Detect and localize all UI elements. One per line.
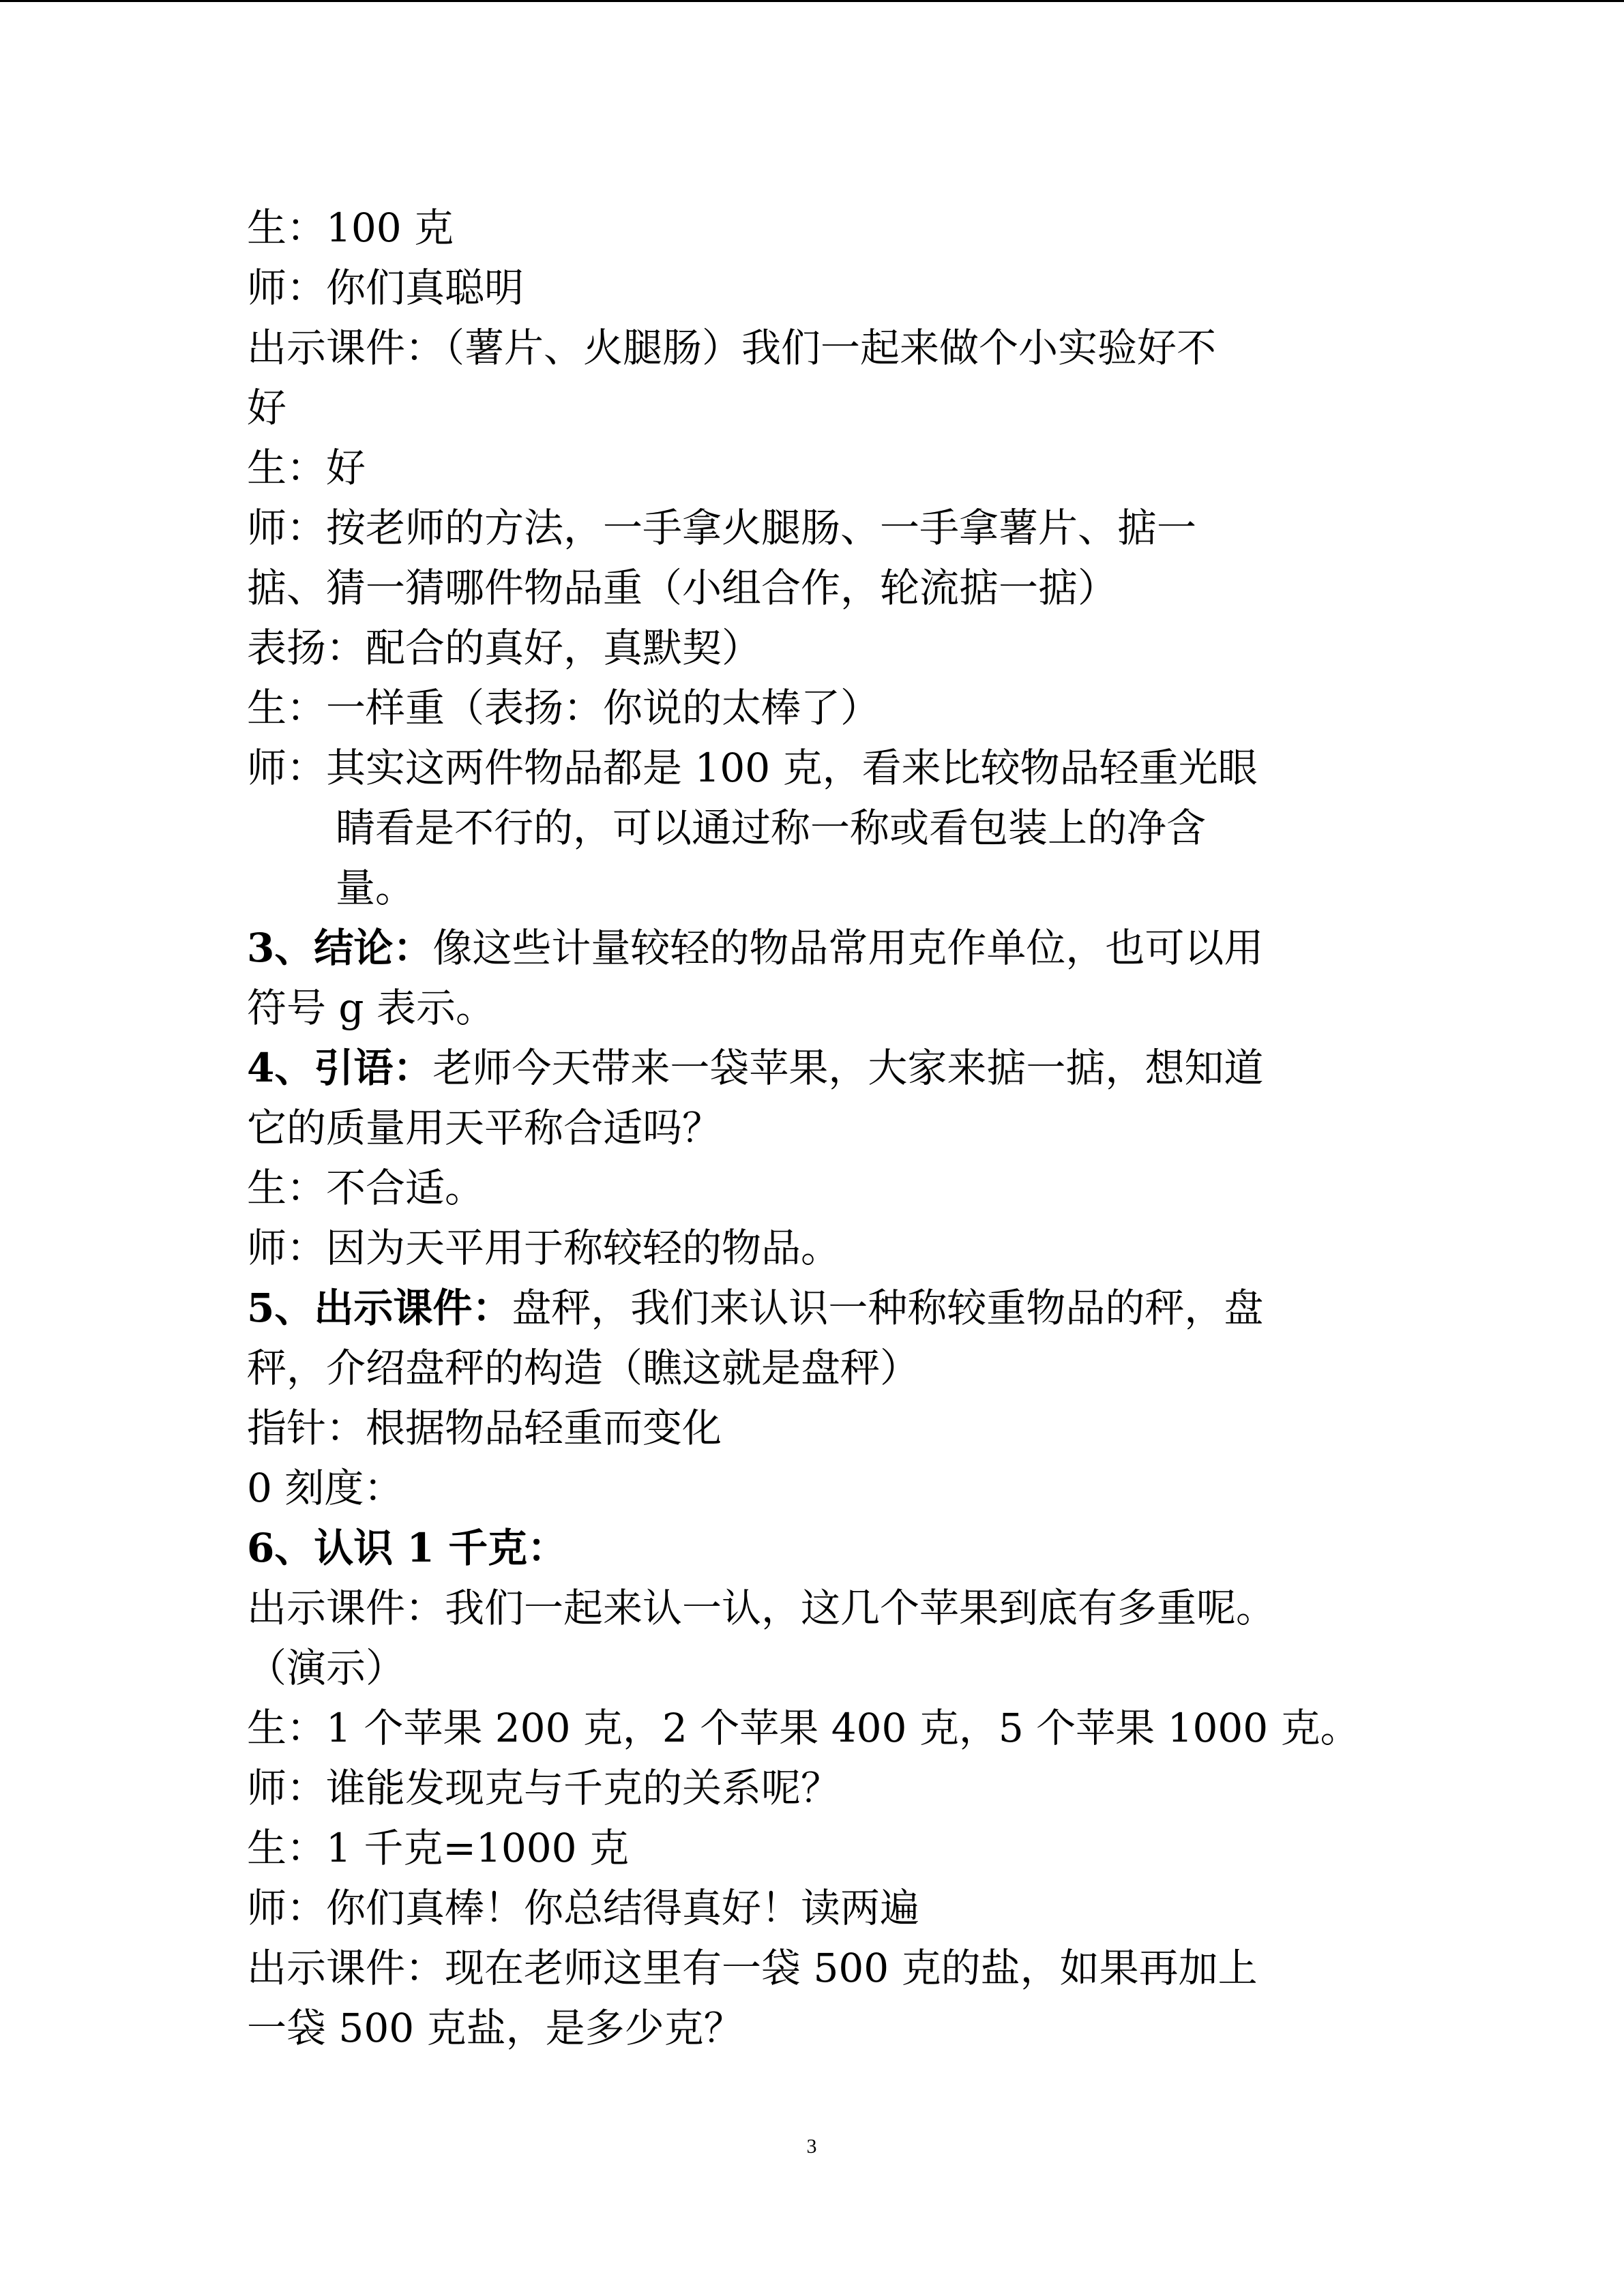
text-line [247, 438, 1379, 498]
text-line [247, 618, 1379, 678]
line-text: 师：你们真聪明 [247, 265, 525, 311]
line-text: 表扬：配合的真好，真默契） [247, 625, 762, 671]
line-text: 老师今天带来一袋苹果，大家来掂一掂，想知道 [432, 1045, 1264, 1091]
line-text: 生：100 克 [247, 205, 454, 251]
section-heading: 5、出示课件： [247, 1285, 512, 1331]
text-line [247, 378, 1379, 438]
text-line [247, 318, 1379, 378]
line-text: 像这些计量较轻的物品常用克作单位，也可以用 [432, 925, 1264, 971]
line-text: 一袋 500 克盐，是多少克？ [247, 2005, 743, 2051]
line-text: 生：1 个苹果 200 克，2 个苹果 400 克，5 个苹果 1000 克。 [247, 1705, 1360, 1751]
text-line [247, 1818, 1379, 1878]
line-text: 盘秤，我们来认识一种称较重物品的秤，盘 [512, 1285, 1264, 1331]
line-text: 掂、猜一猜哪件物品重（小组合作，轮流掂一掂） [247, 565, 1118, 611]
text-line [247, 1878, 1379, 1938]
text-line [247, 978, 1379, 1038]
text-line [247, 1578, 1379, 1638]
line-text: 师：其实这两件物品都是 100 克，看来比较物品轻重光眼 [247, 745, 1258, 791]
text-line [247, 1338, 1379, 1398]
line-text: 它的质量用天平称合适吗？ [247, 1105, 722, 1151]
text-line [247, 1638, 1379, 1698]
line-text: 睛看是不行的，可以通过称一称或看包装上的净含 [336, 805, 1207, 851]
text-line [247, 1938, 1379, 1998]
line-text: 师：因为天平用于称较轻的物品。 [247, 1225, 841, 1271]
line-text: 量。 [336, 865, 415, 911]
line-text: 出示课件：现在老师这里有一袋 500 克的盐，如果再加上 [247, 1945, 1258, 1991]
line-text: 生：好 [247, 445, 366, 491]
text-line [247, 1158, 1379, 1218]
line-text: 生：不合适。 [247, 1165, 485, 1211]
text-line [247, 1098, 1379, 1158]
text-line [247, 1038, 1379, 1098]
line-text: 出示课件：我们一起来认一认，这几个苹果到底有多重呢。 [247, 1585, 1276, 1631]
text-line-indented [247, 798, 1379, 858]
text-line [247, 678, 1379, 738]
line-text: 符号 g 表示。 [247, 985, 496, 1031]
text-line [247, 1998, 1379, 2058]
section-heading: 4、引语： [247, 1045, 433, 1091]
text-line [247, 1698, 1379, 1758]
line-text: 师：你们真棒！你总结得真好！读两遍 [247, 1885, 920, 1931]
line-text: 0 刻度： [247, 1465, 404, 1511]
text-line-indented [247, 858, 1379, 918]
line-text: 师：按老师的方法，一手拿火腿肠、一手拿薯片、掂一 [247, 505, 1197, 551]
document-body [247, 198, 1379, 2058]
line-text: 师：谁能发现克与千克的关系呢？ [247, 1765, 841, 1811]
text-line [247, 1218, 1379, 1278]
line-text: （演示） [247, 1645, 406, 1691]
text-line [247, 1518, 1379, 1578]
text-line [247, 1398, 1379, 1458]
text-line [247, 558, 1379, 618]
line-text: 好 [247, 385, 287, 431]
text-line [247, 258, 1379, 318]
line-text: 生：1 千克=1000 克 [247, 1825, 629, 1871]
line-text: 出示课件：（薯片、火腿肠）我们一起来做个小实验好不 [247, 325, 1217, 371]
section-heading: 6、认识 1 千克： [247, 1525, 567, 1571]
text-line [247, 1278, 1379, 1338]
line-text: 秤，介绍盘秤的构造（瞧这就是盘秤） [247, 1345, 920, 1391]
text-line [247, 1758, 1379, 1818]
line-text: 指针：根据物品轻重而变化 [247, 1405, 722, 1451]
text-line [247, 198, 1379, 258]
page-number: 3 [806, 2135, 817, 2158]
line-text: 生：一样重（表扬：你说的太棒了） [247, 685, 881, 731]
text-line [247, 1458, 1379, 1518]
section-heading: 3、结论： [247, 925, 433, 971]
text-line [247, 498, 1379, 558]
text-line [247, 918, 1379, 978]
text-line [247, 738, 1379, 798]
page-top-border [0, 0, 1624, 2]
